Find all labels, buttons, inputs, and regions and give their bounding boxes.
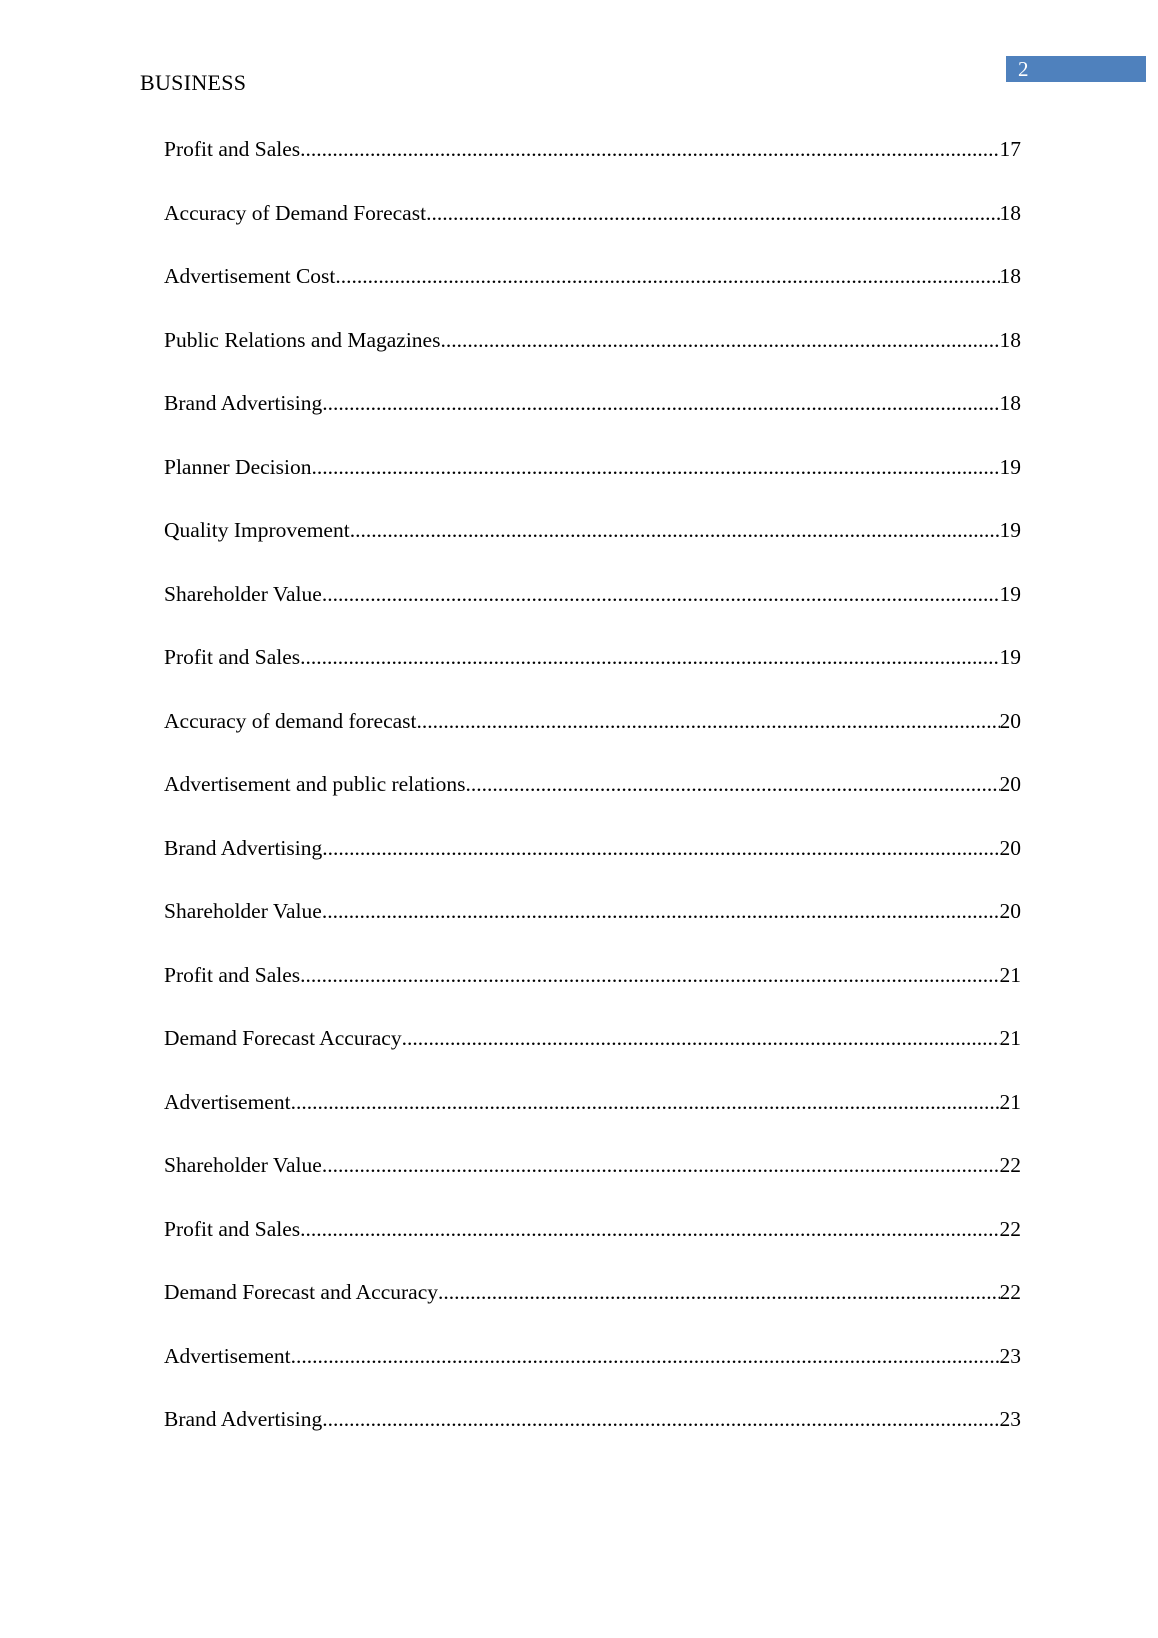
toc-entry[interactable] xyxy=(164,137,1021,201)
page-number: 2 xyxy=(1006,56,1146,82)
toc-leader-dots xyxy=(466,772,1000,797)
toc-entry-title: Brand Advertising xyxy=(164,835,323,860)
toc-leader-dots xyxy=(417,709,1000,734)
toc-entry-page: 18 xyxy=(999,200,1021,225)
toc-entry-title: Public Relations and Magazines xyxy=(164,327,441,352)
toc-leader-dots xyxy=(322,582,1000,607)
toc-entry-page: 19 xyxy=(999,518,1021,542)
toc-leader-dots xyxy=(438,1280,999,1305)
toc-entry[interactable] xyxy=(164,1153,1021,1217)
toc-entry-page: 22 xyxy=(999,1216,1021,1241)
toc-entry[interactable] xyxy=(164,391,1021,455)
toc-entry-page: 18 xyxy=(999,391,1021,415)
toc-entry-page: 19 xyxy=(999,581,1021,606)
toc-entry[interactable] xyxy=(164,1280,1021,1344)
toc-entry[interactable] xyxy=(164,645,1021,709)
toc-entry-title: Shareholder Value xyxy=(164,899,322,923)
toc-entry-title: Advertisement Cost xyxy=(164,264,336,288)
toc-entry-title: Accuracy of demand forecast xyxy=(164,708,417,733)
toc-entry[interactable] xyxy=(164,1407,1021,1471)
toc-leader-dots xyxy=(322,899,1000,924)
toc-entry-title: Brand Advertising xyxy=(164,1407,323,1431)
toc-entry-page: 23 xyxy=(999,1343,1021,1368)
toc-entry[interactable] xyxy=(164,455,1021,519)
toc-entry-title: Advertisement xyxy=(164,1343,291,1368)
toc-leader-dots xyxy=(300,963,999,988)
toc-entry-title: Advertisement and public relations xyxy=(164,772,466,796)
running-head: BUSINESS xyxy=(140,70,247,95)
toc-entry-title: Planner Decision xyxy=(164,454,312,479)
toc-entry-page: 21 xyxy=(999,962,1021,987)
toc-leader-dots xyxy=(322,1153,1000,1178)
toc-leader-dots xyxy=(300,137,999,162)
toc-leader-dots xyxy=(426,201,999,226)
toc-entry[interactable] xyxy=(164,709,1021,773)
toc-entry[interactable] xyxy=(164,201,1021,265)
toc-entry-title: Profit and Sales xyxy=(164,962,301,987)
toc-entry-title: Profit and Sales xyxy=(164,645,301,669)
toc-leader-dots xyxy=(322,836,999,861)
toc-entry-title: Accuracy of Demand Forecast xyxy=(164,200,427,225)
toc-entry-title: Demand Forecast and Accuracy xyxy=(164,1280,439,1304)
table-of-contents xyxy=(164,137,1021,1471)
toc-leader-dots xyxy=(322,391,999,416)
toc-entry-title: Shareholder Value xyxy=(164,1153,322,1177)
toc-entry-page: 22 xyxy=(999,1280,1021,1304)
toc-entry[interactable] xyxy=(164,1026,1021,1090)
toc-entry-title: Profit and Sales xyxy=(164,1216,301,1241)
toc-leader-dots xyxy=(322,1407,999,1432)
toc-leader-dots xyxy=(335,264,999,289)
toc-entry-page: 17 xyxy=(999,137,1021,161)
toc-entry-page: 23 xyxy=(999,1407,1021,1431)
toc-entry-title: Shareholder Value xyxy=(164,581,322,606)
toc-entry[interactable] xyxy=(164,582,1021,646)
toc-entry[interactable] xyxy=(164,518,1021,582)
toc-entry-page: 20 xyxy=(999,772,1021,796)
toc-entry[interactable] xyxy=(164,772,1021,836)
toc-entry-page: 20 xyxy=(999,899,1021,923)
toc-leader-dots xyxy=(440,328,999,353)
toc-entry-page: 21 xyxy=(999,1026,1021,1050)
toc-leader-dots xyxy=(291,1344,1000,1369)
toc-entry-page: 19 xyxy=(999,454,1021,479)
toc-entry-title: Profit and Sales xyxy=(164,137,301,161)
toc-entry[interactable] xyxy=(164,328,1021,392)
toc-entry[interactable] xyxy=(164,899,1021,963)
toc-leader-dots xyxy=(350,518,1000,543)
toc-entry-page: 20 xyxy=(999,708,1021,733)
toc-entry-title: Quality Improvement xyxy=(164,518,350,542)
toc-entry-page: 22 xyxy=(999,1153,1021,1177)
toc-entry-page: 18 xyxy=(999,264,1021,288)
toc-leader-dots xyxy=(311,455,999,480)
toc-entry[interactable] xyxy=(164,836,1021,900)
toc-entry-page: 18 xyxy=(999,327,1021,352)
toc-entry[interactable] xyxy=(164,1090,1021,1154)
toc-entry[interactable] xyxy=(164,1344,1021,1408)
toc-leader-dots xyxy=(300,645,999,670)
toc-entry-title: Advertisement xyxy=(164,1089,291,1114)
toc-leader-dots xyxy=(402,1026,1000,1051)
toc-entry-page: 20 xyxy=(999,835,1021,860)
toc-leader-dots xyxy=(300,1217,999,1242)
toc-entry[interactable] xyxy=(164,264,1021,328)
toc-entry-page: 21 xyxy=(999,1089,1021,1114)
toc-entry-page: 19 xyxy=(999,645,1021,669)
toc-leader-dots xyxy=(291,1090,1000,1115)
toc-entry-title: Brand Advertising xyxy=(164,391,323,415)
toc-entry-title: Demand Forecast Accuracy xyxy=(164,1026,402,1050)
toc-entry[interactable] xyxy=(164,963,1021,1027)
toc-entry[interactable] xyxy=(164,1217,1021,1281)
